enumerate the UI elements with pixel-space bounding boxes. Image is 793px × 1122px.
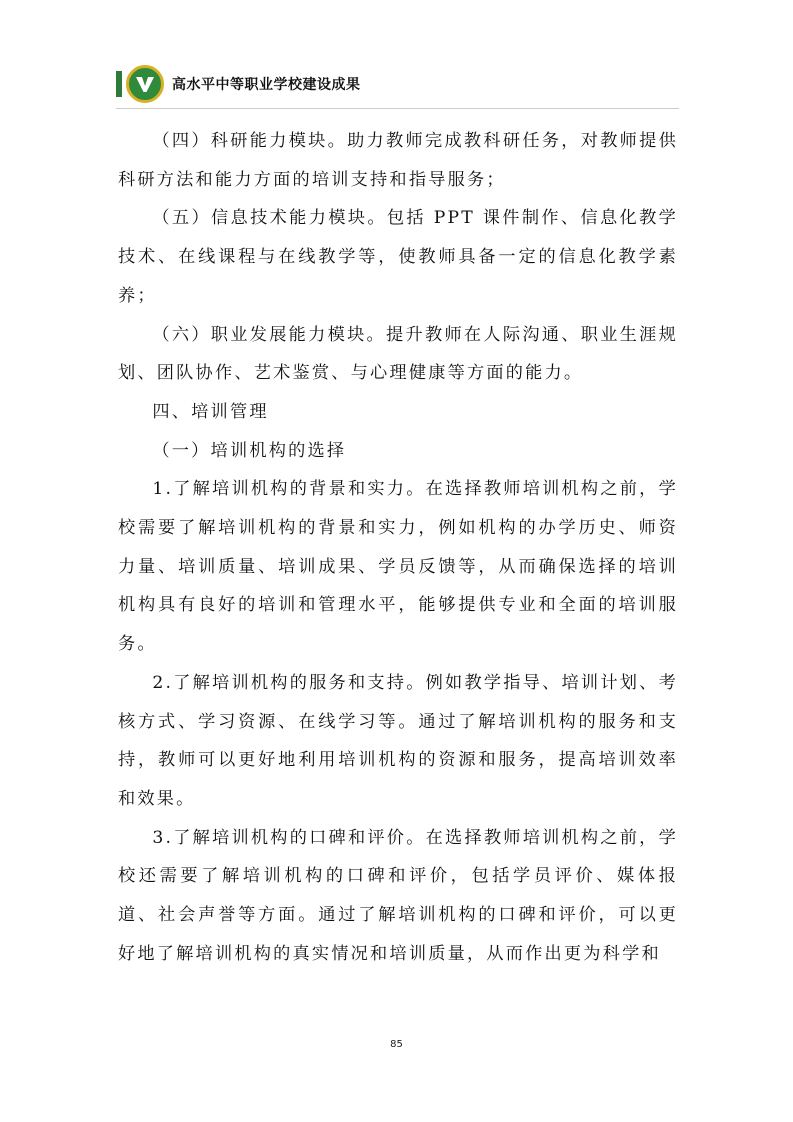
document-body — [118, 122, 678, 973]
subsection-heading: （一）培训机构的选择 — [152, 440, 347, 461]
paragraph: （六）职业发展能力模块。提升教师在人际沟通、职业生涯规划、团队协作、艺术鉴赏、与心理健康等方面的能力。 — [118, 324, 678, 384]
paragraph: 2.了解培训机构的服务和支持。例如教学指导、培训计划、考核方式、学习资源、在线学习等。通过了解培训机构的服务和支持，教师可以更好地利用培训机构的资源和服务，提高培训效率和效果。 — [118, 672, 678, 809]
school-logo-icon — [126, 65, 164, 103]
header-divider — [116, 108, 679, 109]
paragraph: 3.了解培训机构的口碑和评价。在选择教师培训机构之前，学校还需要了解培训机构的口碑和评价，包括学员评价、媒体报道、社会声誉等方面。通过了解培训机构的口碑和评价，可以更好地了解培训机构的真实情况和培训质量，从而作出更为科学和 — [118, 827, 678, 964]
paragraph: （五）信息技术能力模块。包括 PPT 课件制作、信息化教学技术、在线课程与在线教学等，使教师具备一定的信息化教学素养； — [118, 208, 678, 306]
page-header — [116, 62, 361, 106]
header-accent-bar — [116, 71, 122, 97]
paragraph: 1.了解培训机构的背景和实力。在选择教师培训机构之前，学校需要了解培训机构的背景和实力，例如机构的办学历史、师资力量、培训质量、培训成果、学员反馈等，从而确保选择的培训机构具有良好的培训和管理水平，能够提供专业和全面的培训服务。 — [118, 479, 678, 655]
header-title: 高水平中等职业学校建设成果 — [172, 77, 361, 93]
paragraph: （四）科研能力模块。助力教师完成教科研任务，对教师提供科研方法和能力方面的培训支持和指导服务； — [118, 131, 678, 190]
page-number: 85 — [390, 1039, 403, 1050]
section-heading: 四、培训管理 — [152, 401, 269, 422]
